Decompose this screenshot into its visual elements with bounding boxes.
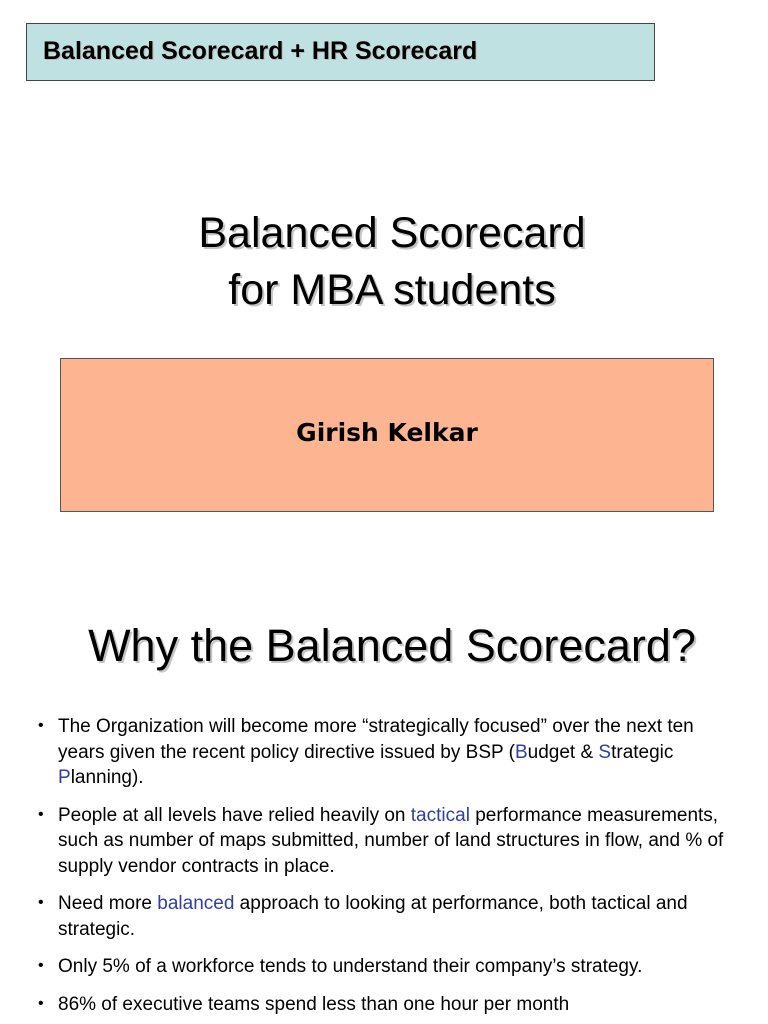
bullet-dot-icon: • xyxy=(38,957,44,974)
highlight-word: balanced xyxy=(157,893,235,914)
author-name: Girish Kelkar xyxy=(296,418,478,447)
slide-title xyxy=(0,205,768,319)
bullet-text: udget & xyxy=(527,741,599,763)
bullet-dot-icon: • xyxy=(38,717,44,734)
header-title: Balanced Scorecard + HR Scorecard xyxy=(43,37,478,65)
author-box xyxy=(60,358,714,512)
section-title: Why the Balanced Scorecard? xyxy=(88,620,696,671)
bullet-text: People at all levels have relied heavily on xyxy=(58,804,411,826)
bullet-list xyxy=(38,714,738,1024)
bullet-dot-icon: • xyxy=(38,994,44,1012)
header-box xyxy=(26,23,655,81)
bullet-text: The Organization will become more “strategically focused” over the next ten years given the recent policy directive issued by BSP ( xyxy=(58,716,694,763)
slide-title-line-1: Balanced Scorecard xyxy=(198,209,586,257)
bullet-text: Only 5% of a workforce tends to understand their company’s strategy. xyxy=(58,956,643,977)
highlight-letter: B xyxy=(514,741,528,763)
bullet-text: lanning). xyxy=(70,767,144,788)
bullet-item xyxy=(38,954,738,980)
bullet-item xyxy=(38,803,738,880)
slide-title-line-2: for MBA students xyxy=(228,266,556,314)
bullet-text: 86% of executive teams spend less than one hour per month xyxy=(58,993,570,1015)
highlight-letter: S xyxy=(598,741,612,763)
bullet-item xyxy=(38,714,738,791)
bullet-item xyxy=(38,992,738,1018)
bullet-text: approach to looking at performance, both tactical and strategic. xyxy=(58,893,688,940)
bullet-dot-icon: • xyxy=(38,805,44,823)
bullet-dot-icon: • xyxy=(38,894,44,911)
bullet-text: Need more xyxy=(58,893,158,914)
bullet-text: performance measurements, such as number of maps submitted, number of land structures in flow, and % of supply vendor contracts in place. xyxy=(58,804,724,877)
bullet-item xyxy=(38,891,738,942)
highlight-word: tactical xyxy=(410,804,470,826)
highlight-letter: P xyxy=(58,767,71,788)
bullet-text: trategic xyxy=(611,741,674,763)
